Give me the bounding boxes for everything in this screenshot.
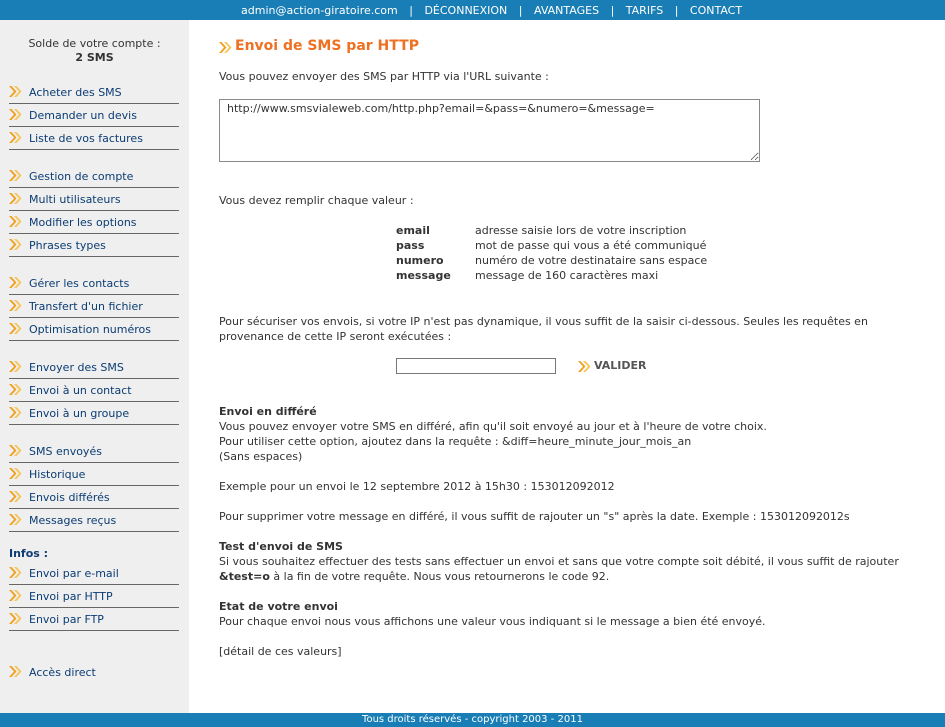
param-key: email bbox=[396, 224, 430, 237]
sidebar-item-label: Gestion de compte bbox=[29, 170, 134, 183]
separator: | bbox=[610, 4, 615, 17]
sidebar-item-edit-options[interactable] bbox=[9, 213, 179, 234]
advantages-link[interactable]: AVANTAGES bbox=[534, 4, 600, 17]
sidebar-item-label: Envoi par e-mail bbox=[29, 567, 119, 580]
sidebar-item-multi-users[interactable] bbox=[9, 190, 179, 211]
double-arrow-icon bbox=[9, 445, 22, 456]
param-key: message bbox=[396, 269, 451, 282]
sidebar-item-invoices[interactable] bbox=[9, 129, 179, 150]
sidebar-item-label: Messages reçus bbox=[29, 514, 117, 527]
double-arrow-icon bbox=[9, 361, 22, 372]
status-details-link[interactable]: [détail de ces valeurs] bbox=[219, 645, 342, 658]
sidebar-item-history[interactable] bbox=[9, 465, 179, 486]
validate-button[interactable] bbox=[578, 359, 647, 372]
sidebar-item-phrases[interactable] bbox=[9, 236, 179, 257]
deferred-line-2: Pour utiliser cette option, ajoutez dans la requête : &diff=heure_minute_jour_mois_an bbox=[219, 435, 692, 448]
deferred-line-3: (Sans espaces) bbox=[219, 450, 303, 463]
http-url-field[interactable] bbox=[219, 99, 760, 162]
balance-value: 2 SMS bbox=[75, 51, 114, 64]
status-line-1: Pour chaque envoi nous vous affichons une valeur vous indiquant si le message a bien été envoyé. bbox=[219, 615, 766, 628]
param-description: mot de passe qui vous a été communiqué bbox=[475, 239, 707, 252]
double-arrow-icon bbox=[9, 590, 22, 601]
double-arrow-icon bbox=[9, 613, 22, 624]
deferred-delete-text: Pour supprimer votre message en différé, il vous suffit de rajouter un "s" après la date. Exemple : 153012092012s bbox=[219, 510, 850, 523]
param-description: numéro de votre destinataire sans espace bbox=[475, 254, 708, 267]
test-code: &test=o bbox=[219, 570, 270, 583]
double-arrow-icon bbox=[9, 170, 22, 181]
double-arrow-icon bbox=[9, 514, 22, 525]
fill-values-text: Vous devez remplir chaque valeur : bbox=[219, 194, 414, 207]
ip-text-line-1: Pour sécuriser vos envois, si votre IP n'est pas dynamique, il vous suffit de la saisir ci-dessous. Seules les requêtes en bbox=[219, 315, 868, 328]
separator: | bbox=[518, 4, 523, 17]
sidebar-item-label: SMS envoyés bbox=[29, 445, 102, 458]
sidebar bbox=[0, 20, 189, 713]
account-balance bbox=[0, 37, 189, 65]
separator: | bbox=[409, 4, 413, 17]
test-line-2 bbox=[219, 570, 609, 583]
param-key: numero bbox=[396, 254, 444, 267]
double-arrow-icon bbox=[9, 216, 22, 227]
sidebar-item-label: Envoi à un contact bbox=[29, 384, 132, 397]
contact-link[interactable]: CONTACT bbox=[689, 4, 743, 17]
param-description: message de 160 caractères maxi bbox=[475, 269, 659, 282]
sidebar-item-email-sending[interactable] bbox=[9, 564, 179, 585]
deferred-line-1: Vous pouvez envoyer votre SMS en différé, afin qu'il soit envoyé au jour et à l'heure de votre choix. bbox=[219, 420, 767, 433]
account-email[interactable]: admin@action-giratoire.com bbox=[241, 4, 398, 17]
param-description: adresse saisie lors de votre inscription bbox=[475, 224, 687, 237]
pricing-link[interactable]: TARIFS bbox=[625, 4, 664, 17]
sidebar-item-label: Historique bbox=[29, 468, 86, 481]
deferred-heading: Envoi en différé bbox=[219, 405, 317, 418]
deferred-example: Exemple pour un envoi le 12 septembre 2012 à 15h30 : 153012092012 bbox=[219, 480, 615, 493]
sidebar-item-http-sending[interactable] bbox=[9, 587, 179, 608]
double-arrow-icon bbox=[9, 384, 22, 395]
double-arrow-icon bbox=[219, 42, 232, 53]
validate-label: VALIDER bbox=[594, 359, 647, 372]
ip-address-input[interactable] bbox=[396, 358, 556, 374]
double-arrow-icon bbox=[9, 277, 22, 288]
double-arrow-icon bbox=[578, 361, 591, 372]
double-arrow-icon bbox=[9, 407, 22, 418]
sidebar-item-label: Accès direct bbox=[29, 666, 96, 679]
top-nav bbox=[241, 4, 742, 17]
double-arrow-icon bbox=[9, 323, 22, 334]
sidebar-item-sent-sms[interactable] bbox=[9, 442, 179, 463]
sidebar-item-label: Envoi par FTP bbox=[29, 613, 104, 626]
sidebar-item-label: Modifier les options bbox=[29, 216, 137, 229]
test-line-2-rest: à la fin de votre requête. Nous vous retournerons le code 92. bbox=[269, 570, 610, 583]
sidebar-item-label: Transfert d'un fichier bbox=[29, 300, 143, 313]
logout-link[interactable]: DÉCONNEXION bbox=[424, 4, 508, 17]
infos-heading: Infos : bbox=[9, 547, 49, 560]
param-key: pass bbox=[396, 239, 425, 252]
sidebar-item-file-transfer[interactable] bbox=[9, 297, 179, 318]
sidebar-item-send-to-contact[interactable] bbox=[9, 381, 179, 402]
sidebar-item-request-quote[interactable] bbox=[9, 106, 179, 127]
footer: Tous droits réservés - copyright 2003 - 2011 bbox=[0, 713, 945, 727]
balance-label: Solde de votre compte : bbox=[28, 37, 161, 50]
sidebar-item-account-management[interactable] bbox=[9, 167, 179, 188]
test-line-1: Si vous souhaitez effectuer des tests sans effectuer un envoi et sans que votre compte soit débité, il vous suffit de rajouter bbox=[219, 555, 899, 568]
double-arrow-icon bbox=[9, 132, 22, 143]
sidebar-item-label: Envoi à un groupe bbox=[29, 407, 130, 420]
double-arrow-icon bbox=[9, 468, 22, 479]
sidebar-item-received[interactable] bbox=[9, 511, 179, 532]
sidebar-item-label: Envoyer des SMS bbox=[29, 361, 124, 374]
double-arrow-icon bbox=[9, 109, 22, 120]
sidebar-item-label: Demander un devis bbox=[29, 109, 137, 122]
page-title-text: Envoi de SMS par HTTP bbox=[235, 38, 419, 54]
sidebar-item-label: Phrases types bbox=[29, 239, 106, 252]
intro-text: Vous pouvez envoyer des SMS par HTTP via l'URL suivante : bbox=[219, 70, 549, 83]
double-arrow-icon bbox=[9, 239, 22, 250]
double-arrow-icon bbox=[9, 666, 22, 677]
double-arrow-icon bbox=[9, 567, 22, 578]
sidebar-item-deferred[interactable] bbox=[9, 488, 179, 509]
sidebar-item-label: Envois différés bbox=[29, 491, 110, 504]
separator: | bbox=[674, 4, 679, 17]
sidebar-item-label: Liste de vos factures bbox=[29, 132, 143, 145]
double-arrow-icon bbox=[9, 193, 22, 204]
sidebar-item-direct-access[interactable] bbox=[9, 663, 179, 684]
sidebar-item-label: Envoi par HTTP bbox=[29, 590, 113, 603]
double-arrow-icon bbox=[9, 86, 22, 97]
sidebar-item-buy-sms[interactable] bbox=[9, 83, 179, 104]
sidebar-item-send-to-group[interactable] bbox=[9, 404, 179, 425]
sidebar-item-label: Gérer les contacts bbox=[29, 277, 130, 290]
test-heading: Test d'envoi de SMS bbox=[219, 540, 343, 553]
double-arrow-icon bbox=[9, 491, 22, 502]
sidebar-item-number-optimization[interactable] bbox=[9, 320, 179, 341]
ip-text-line-2: provenance de cette IP seront exécutées : bbox=[219, 330, 452, 343]
double-arrow-icon bbox=[9, 300, 22, 311]
sidebar-item-send-sms[interactable] bbox=[9, 358, 179, 379]
ip-security-text bbox=[219, 315, 909, 328]
sidebar-item-label: Optimisation numéros bbox=[29, 323, 151, 336]
sidebar-item-contacts[interactable] bbox=[9, 274, 179, 295]
sidebar-item-label: Acheter des SMS bbox=[29, 86, 122, 99]
sidebar-item-ftp-sending[interactable] bbox=[9, 610, 179, 631]
status-heading: Etat de votre envoi bbox=[219, 600, 338, 613]
top-bar bbox=[0, 0, 945, 20]
main-content bbox=[189, 20, 945, 713]
page-title bbox=[219, 38, 419, 54]
sidebar-item-label: Multi utilisateurs bbox=[29, 193, 121, 206]
